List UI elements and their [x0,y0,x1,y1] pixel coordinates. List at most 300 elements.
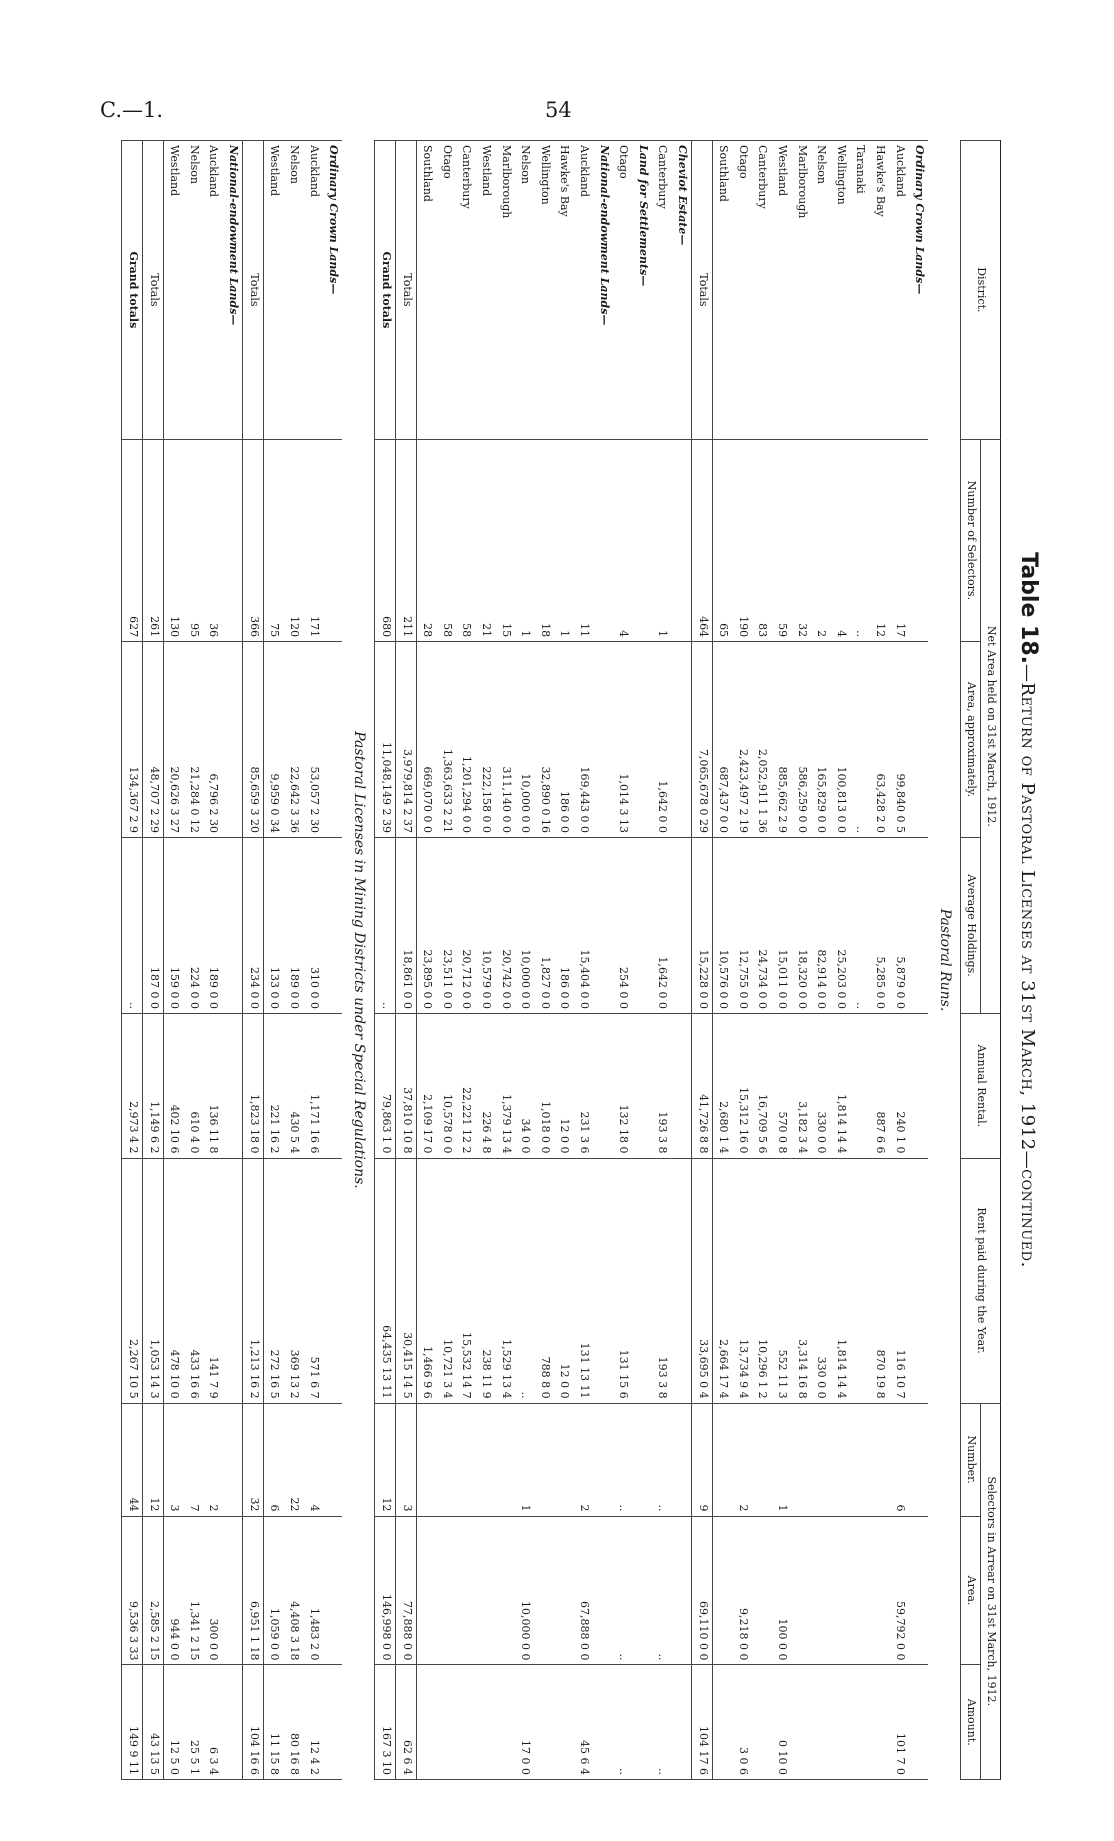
cell-rent-paid: .. [515,1158,535,1403]
cell-rental: 240 1 0 [889,1014,909,1159]
page-code: C.—1. [100,98,164,122]
district-cell: Southland [416,141,436,440]
cell-average: 133 0 0 [263,837,283,1013]
table-row [830,141,850,1780]
cell-a-num [632,1403,652,1516]
cell-area [222,642,242,838]
cell-a-area: 9,536 3 33 [122,1516,143,1665]
district-cell: National-endowment Lands— [593,141,613,440]
cell-number: 75 [263,439,283,641]
col-arrear-area: Area. [961,1516,981,1665]
cell-rent-paid: 116 10 7 [889,1158,909,1403]
cell-rental [323,1014,343,1159]
cell-average [222,837,242,1013]
cell-number: .. [850,439,870,641]
cell-area: 99,840 0 5 [889,642,909,838]
cell-a-area [534,1516,554,1665]
page-number: 54 [545,98,572,122]
cell-a-amt [323,1665,343,1780]
district-cell: Land for Settlements— [632,141,652,440]
cell-average: .. [375,837,396,1013]
table-row [534,141,554,1780]
cell-area: 885,662 2 9 [771,642,791,838]
cell-rental: 887 6 6 [869,1014,889,1159]
cell-a-area: 1,341 2 15 [183,1516,203,1665]
cell-area: 586,259 0 0 [791,642,811,838]
cell-a-num: 12 [143,1403,164,1516]
cell-a-amt: 149 9 11 [122,1665,143,1780]
cell-number: 4 [613,439,633,641]
cell-number: 11 [573,439,593,641]
cell-a-area [830,1516,850,1665]
cell-a-area: 2,585 2 15 [143,1516,164,1665]
table-row [632,141,652,1780]
table-row [283,141,303,1780]
cell-number: 36 [203,439,223,641]
cell-area: 22,642 3 36 [283,642,303,838]
cell-a-amt [712,1665,732,1780]
cell-rent-paid [323,1158,343,1403]
cell-a-amt: 80 16 8 [283,1665,303,1780]
cell-area: 7,065,678 0 29 [691,642,712,838]
cell-a-area [222,1516,242,1665]
cell-a-num [554,1403,574,1516]
table-row [554,141,574,1780]
cell-area: 222,158 0 0 [475,642,495,838]
group-arrear: Selectors in Arrear on 31st March, 1912. [981,1403,1001,1779]
col-rent-paid: Rent paid during the Year. [961,1158,1001,1403]
cell-a-area: 4,408 3 18 [283,1516,303,1665]
cell-number: 130 [163,439,183,641]
col-arrear-number: Number. [961,1403,981,1516]
table-row [203,141,223,1780]
cell-average: 23,511 0 0 [436,837,456,1013]
cell-rental: 610 4 0 [183,1014,203,1159]
cell-a-area: 100 0 0 [771,1516,791,1665]
district-cell: Auckland [889,141,909,440]
table-label: Table 18. [1016,552,1041,665]
cell-a-amt: 43 13 5 [143,1665,164,1780]
district-cell: Taranaki [850,141,870,440]
cell-rental: 37,810 10 8 [395,1014,416,1159]
district-cell: Canterbury [652,141,672,440]
cell-number: 171 [303,439,323,641]
table-row [691,141,712,1780]
cell-a-area: 6,951 1 18 [243,1516,264,1665]
cell-average: 24,734 0 0 [752,837,772,1013]
table-title [1016,210,1041,1610]
col-average: Average Holdings. [961,837,981,1013]
cell-average: 186 0 0 [554,837,574,1013]
table-row [303,141,323,1780]
table-row [593,141,613,1780]
table-row [732,141,752,1780]
cell-rental: 136 11 8 [203,1014,223,1159]
cell-number: 190 [732,439,752,641]
cell-a-area: 59,792 0 0 [889,1516,909,1665]
cell-a-amt [534,1665,554,1780]
table-row [712,141,732,1780]
cell-average: 20,712 0 0 [456,837,476,1013]
group-net-area: Net Area held on 31st March, 1912. [981,439,1001,1013]
cell-area: 687,437 0 0 [712,642,732,838]
cell-average: 187 0 0 [143,837,164,1013]
cell-area: 21,284 0 12 [183,642,203,838]
cell-area: 85,659 3 20 [243,642,264,838]
cell-a-num [456,1403,476,1516]
district-cell: Nelson [183,141,203,440]
cell-average: 18,320 0 0 [791,837,811,1013]
district-cell: Grand totals [375,141,396,440]
cell-a-num [752,1403,772,1516]
cell-rental [222,1014,242,1159]
cell-a-amt: 6 3 4 [203,1665,223,1780]
district-cell: Auckland [303,141,323,440]
cell-average [632,837,652,1013]
cell-rent-paid: 1,213 16 2 [243,1158,264,1403]
cell-average: 20,742 0 0 [495,837,515,1013]
cell-a-area: 10,000 0 0 [515,1516,535,1665]
cell-rental: 193 3 8 [652,1014,672,1159]
cell-number [909,439,929,641]
cell-rent-paid: 1,053 14 3 [143,1158,164,1403]
cell-rent-paid: 131 13 11 [573,1158,593,1403]
table-row [671,141,691,1780]
table-row [869,141,889,1780]
cell-average: 5,285 0 0 [869,837,889,1013]
cell-a-amt: 25 5 1 [183,1665,203,1780]
cell-number: 21 [475,439,495,641]
cell-a-num: 3 [395,1403,416,1516]
cell-average: 12,755 0 0 [732,837,752,1013]
cell-a-num [909,1403,929,1516]
cell-number [632,439,652,641]
cell-a-num: 2 [573,1403,593,1516]
cell-number: 211 [395,439,416,641]
cell-a-area: 1,059 0 0 [263,1516,283,1665]
cell-rental [671,1014,691,1159]
district-cell: Westland [163,141,183,440]
cell-rental [850,1014,870,1159]
cell-a-num [830,1403,850,1516]
cell-a-num: 22 [283,1403,303,1516]
table-row [163,141,183,1780]
cell-a-amt: 167 3 10 [375,1665,396,1780]
cell-a-area: 9,218 0 0 [732,1516,752,1665]
cell-rental: 402 10 6 [163,1014,183,1159]
cell-area: 6,796 2 30 [203,642,223,838]
district-cell: Totals [691,141,712,440]
cell-a-num: 3 [163,1403,183,1516]
cell-rental: 15,312 16 0 [732,1014,752,1159]
table-row [416,141,436,1780]
cell-a-num [495,1403,515,1516]
table-row [495,141,515,1780]
cell-a-amt [811,1665,831,1780]
cell-a-num: 2 [732,1403,752,1516]
cell-a-area [752,1516,772,1665]
table-row [811,141,831,1780]
cell-a-num [593,1403,613,1516]
district-cell: Marlborough [791,141,811,440]
district-cell: Westland [263,141,283,440]
cell-rental: 22,221 12 2 [456,1014,476,1159]
cell-average: 25,203 0 0 [830,837,850,1013]
cell-a-amt: 12 4 2 [303,1665,323,1780]
cell-rental [593,1014,613,1159]
table-row [515,141,535,1780]
cell-number [671,439,691,641]
cell-a-num: 1 [515,1403,535,1516]
cell-a-num: 6 [263,1403,283,1516]
cell-average: 1,827 0 0 [534,837,554,1013]
cell-a-amt [436,1665,456,1780]
cell-a-amt: .. [613,1665,633,1780]
cell-a-amt [416,1665,436,1780]
cell-rental: 1,814 14 4 [830,1014,850,1159]
cell-number: 15 [495,439,515,641]
cell-average: .. [850,837,870,1013]
cell-a-num: 4 [303,1403,323,1516]
table-row [771,141,791,1780]
cell-area [323,642,343,838]
cell-a-amt [632,1665,652,1780]
cell-a-amt [554,1665,574,1780]
cell-number: 627 [122,439,143,641]
cell-average: 10,576 0 0 [712,837,732,1013]
cell-a-num [222,1403,242,1516]
cell-a-num [712,1403,732,1516]
cell-area: 11,048,149 2 39 [375,642,396,838]
cell-rental: 16,709 5 6 [752,1014,772,1159]
table-row [323,141,343,1780]
cell-area: .. [850,642,870,838]
district-cell: Wellington [534,141,554,440]
section-title: Pastoral Runs. [937,908,954,1012]
cell-rent-paid: 15,532 14 7 [456,1158,476,1403]
district-cell: Nelson [283,141,303,440]
table-row [850,141,870,1780]
table-body [122,141,961,1780]
cell-rental: 2,109 17 0 [416,1014,436,1159]
cell-average: 254 0 0 [613,837,633,1013]
table-row [183,141,203,1780]
cell-area: 100,813 0 0 [830,642,850,838]
cell-rent-paid: 478 10 0 [163,1158,183,1403]
cell-a-area [909,1516,929,1665]
cell-a-amt: 11 15 8 [263,1665,283,1780]
cell-a-amt [671,1665,691,1780]
cell-rent-paid: 788 8 0 [534,1158,554,1403]
cell-area: 669,070 0 0 [416,642,436,838]
cell-rental: 132 18 0 [613,1014,633,1159]
cell-area: 63,428 2 0 [869,642,889,838]
district-cell: Totals [143,141,164,440]
cell-area: 53,057 2 30 [303,642,323,838]
cell-rental: 231 3 6 [573,1014,593,1159]
cell-a-num [323,1403,343,1516]
cell-rent-paid [671,1158,691,1403]
cell-rental [632,1014,652,1159]
cell-a-amt [456,1665,476,1780]
cell-a-area: 77,888 0 0 [395,1516,416,1665]
cell-number: 83 [752,439,772,641]
table-row [652,141,672,1780]
cell-rent-paid: 571 6 7 [303,1158,323,1403]
cell-number [323,439,343,641]
district-cell: Ordinary Crown Lands— [323,141,343,440]
cell-a-amt [752,1665,772,1780]
cell-rental: 3,182 3 4 [791,1014,811,1159]
cell-number: 18 [534,439,554,641]
cell-number: 28 [416,439,436,641]
cell-rental: 1,171 16 6 [303,1014,323,1159]
cell-number: 680 [375,439,396,641]
cell-rent-paid: 3,314 16 8 [791,1158,811,1403]
district-cell: Marlborough [495,141,515,440]
district-cell: Westland [475,141,495,440]
cell-a-area [456,1516,476,1665]
cell-rent-paid: 330 0 0 [811,1158,831,1403]
cell-rent-paid: 272 16 5 [263,1158,283,1403]
cell-rent-paid [593,1158,613,1403]
cell-average: 15,228 0 0 [691,837,712,1013]
rotated-table-block [41,70,1041,1775]
cell-a-area: 146,998 0 0 [375,1516,396,1665]
licenses-table [121,140,1001,1780]
cell-a-area: 67,888 0 0 [573,1516,593,1665]
table-row [395,141,416,1780]
district-cell: Ordinary Crown Lands— [909,141,929,440]
cell-a-num [436,1403,456,1516]
col-number: Number of Selectors. [961,439,981,641]
cell-a-amt: 104 16 6 [243,1665,264,1780]
cell-rental: 330 0 0 [811,1014,831,1159]
cell-average: 82,914 0 0 [811,837,831,1013]
section-title: Pastoral Licenses in Mining Districts under Special Regulations. [351,731,368,1189]
cell-rental: 10,578 0 0 [436,1014,456,1159]
cell-a-num [416,1403,436,1516]
district-cell: Cheviot Estate— [671,141,691,440]
district-cell: Grand totals [122,141,143,440]
cell-average: 15,404 0 0 [573,837,593,1013]
cell-rent-paid: 141 7 9 [203,1158,223,1403]
cell-a-num: 6 [889,1403,909,1516]
cell-rental: 79,863 1 0 [375,1014,396,1159]
cell-a-amt: 0 10 0 [771,1665,791,1780]
cell-a-area: .. [613,1516,633,1665]
cell-a-area [791,1516,811,1665]
cell-area: 311,140 0 0 [495,642,515,838]
col-district: District. [961,141,1001,440]
cell-area: 1,014 3 13 [613,642,633,838]
cell-rental: 1,149 6 2 [143,1014,164,1159]
table-row [791,141,811,1780]
cell-area: 10,000 0 0 [515,642,535,838]
cell-average [323,837,343,1013]
cell-number: 464 [691,439,712,641]
cell-a-area [632,1516,652,1665]
cell-rental: 570 0 8 [771,1014,791,1159]
table-row [475,141,495,1780]
cell-a-num [811,1403,831,1516]
cell-number: 32 [791,439,811,641]
cell-rent-paid: 33,695 0 4 [691,1158,712,1403]
district-cell: Southland [712,141,732,440]
cell-area: 3,979,814 2 37 [395,642,416,838]
cell-rent-paid: 64,435 13 11 [375,1158,396,1403]
cell-number: 261 [143,439,164,641]
cell-average: 189 0 0 [203,837,223,1013]
cell-a-num: 7 [183,1403,203,1516]
cell-area: 186 0 0 [554,642,574,838]
district-cell: Auckland [203,141,223,440]
cell-a-amt: 45 6 4 [573,1665,593,1780]
table-row [263,141,283,1780]
cell-a-amt [869,1665,889,1780]
cell-area: 20,626 3 27 [163,642,183,838]
cell-rental: 41,726 8 8 [691,1014,712,1159]
cell-a-area [593,1516,613,1665]
cell-a-area: 69,110 0 0 [691,1516,712,1665]
cell-a-amt: 17 0 0 [515,1665,535,1780]
cell-a-amt: 3 0 6 [732,1665,752,1780]
cell-rental: 1,379 13 4 [495,1014,515,1159]
table-row [143,141,164,1780]
cell-a-num [791,1403,811,1516]
district-cell: Westland [771,141,791,440]
district-cell: Wellington [830,141,850,440]
cell-area: 169,443 0 0 [573,642,593,838]
cell-average [671,837,691,1013]
cell-number: 12 [869,439,889,641]
cell-a-amt: 62 6 4 [395,1665,416,1780]
cell-number [593,439,613,641]
cell-rent-paid [222,1158,242,1403]
cell-average [909,837,929,1013]
cell-a-num [869,1403,889,1516]
col-arrear-amount: Amount. [961,1665,981,1780]
cell-average: 10,579 0 0 [475,837,495,1013]
cell-area: 2,423,497 2 19 [732,642,752,838]
cell-a-amt [830,1665,850,1780]
cell-a-amt: 101 7 0 [889,1665,909,1780]
cell-a-num: 9 [691,1403,712,1516]
table-row [243,141,264,1780]
cell-a-num: 44 [122,1403,143,1516]
cell-area [632,642,652,838]
cell-a-num [671,1403,691,1516]
cell-rent-paid: 1,529 13 4 [495,1158,515,1403]
cell-average: 234 0 0 [243,837,264,1013]
cell-average: 189 0 0 [283,837,303,1013]
cell-rental: 226 4 8 [475,1014,495,1159]
cell-a-amt [495,1665,515,1780]
cell-a-amt [791,1665,811,1780]
table-title-text: —Return of Pastoral Licenses at 31st March, 1912—continued. [1017,664,1038,1268]
section-heading [342,141,375,1780]
cell-rent-paid: 870 19 8 [869,1158,889,1403]
cell-a-area [671,1516,691,1665]
cell-number: 1 [554,439,574,641]
table-row [222,141,242,1780]
cell-a-num [534,1403,554,1516]
cell-rental: 34 0 0 [515,1014,535,1159]
cell-a-num: 12 [375,1403,396,1516]
cell-a-num: .. [652,1403,672,1516]
table-row [436,141,456,1780]
cell-area: 1,642 0 0 [652,642,672,838]
